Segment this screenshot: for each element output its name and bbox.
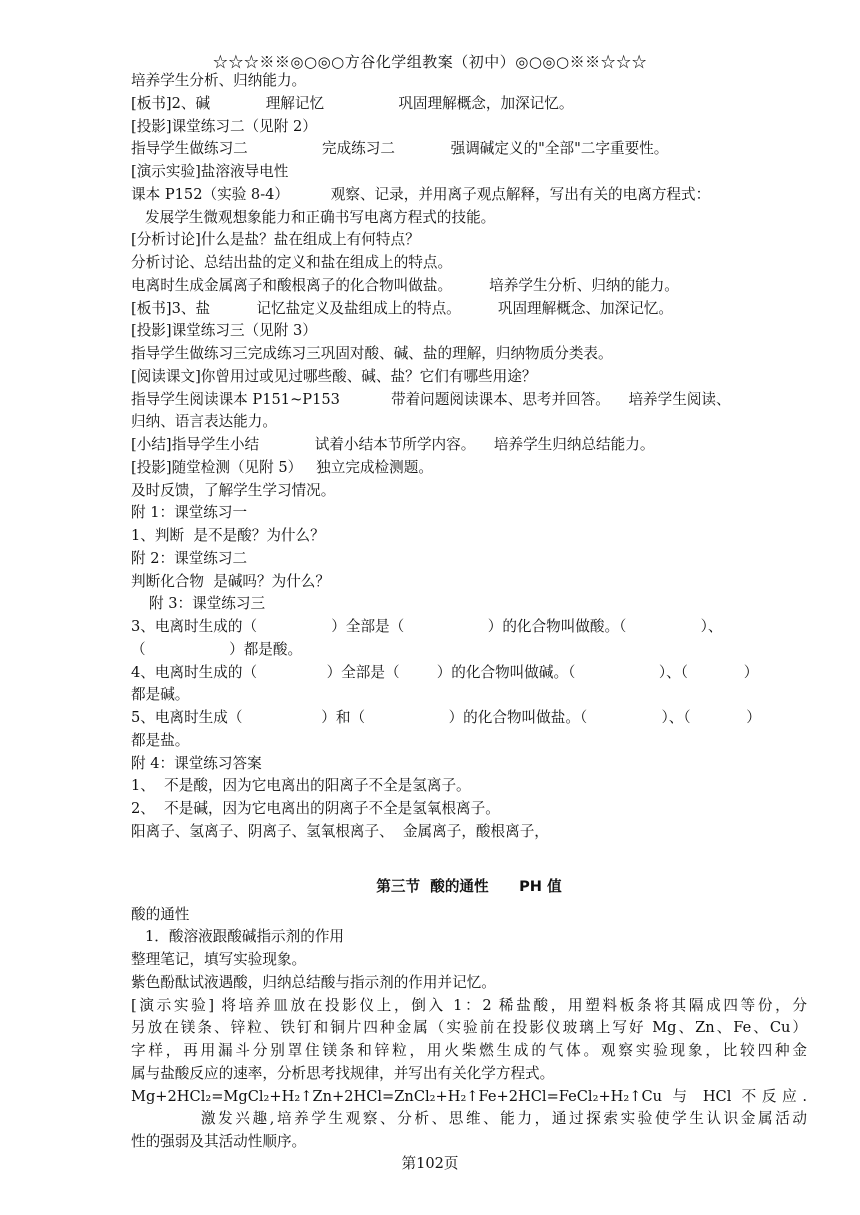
text-line: 5、电离时生成（ ）和（ ）的化合物叫做盐。（ ）、（ ） xyxy=(131,709,761,726)
page-header: ☆☆☆※※◎○◎○方谷化学组教案（初中）◎○◎○※※☆☆☆ xyxy=(212,53,648,71)
text-line: 附 2：课堂练习二 xyxy=(131,549,248,567)
text-line: 阳离子、氢离子、阴离子、氢氧根离子、 金属离子，酸根离子， xyxy=(131,822,549,840)
text-line: [阅读课文]你曾用过或见过哪些酸、碱、盐？它们有哪些用途？ xyxy=(131,367,537,385)
text-line: 2、 不是碱，因为它电离出的阴离子不全是氢氧根离子。 xyxy=(131,800,500,817)
text-line: 酸的通性 xyxy=(131,905,190,923)
text-line: 发展学生微观想象能力和正确书写电离方程式的技能。 xyxy=(145,208,496,226)
text-line: 1．酸溶液跟酸碱指示剂的作用 xyxy=(145,928,345,946)
text-line: 另放在镁条、锌粒、铁钉和铜片四种金属（实验前在投影仪玻璃上写好 Mg、Zn、Fe、Cu） xyxy=(131,1019,807,1037)
text-line: [板书]3、盐 记忆盐定义及盐组成上的特点。 巩固理解概念、加深记忆。 xyxy=(131,299,673,317)
text-line: 及时反馈，了解学生学习情况。 xyxy=(131,481,336,499)
text-line: （ ）都是酸。 xyxy=(131,640,303,658)
text-line: 整理笔记，填写实验现象。 xyxy=(131,951,307,968)
text-line: [投影]课堂练习三（见附 3） xyxy=(131,322,317,340)
text-line: Mg+2HCl₂=MgCl₂+H₂↑Zn+2HCl=ZnCl₂+H₂↑Fe+2HCl=FeCl₂+H₂↑Cu 与 HCl 不反应. xyxy=(131,1087,807,1105)
document-body xyxy=(131,70,807,1154)
text-line: 属与盐酸反应的速率，分析思考找规律，并写出有关化学方程式。 xyxy=(131,1064,555,1082)
text-line: [板书]2、碱 理解记忆 巩固理解概念，加深记忆。 xyxy=(131,94,574,112)
text-line: [小结]指导学生小结 试着小结本节所学内容。 培养学生归纳总结能力。 xyxy=(131,436,655,453)
text-line: 分析讨论、总结出盐的定义和盐在组成上的特点。 xyxy=(131,254,453,271)
text-line: 3、电离时生成的（ ）全部是（ ）的化合物叫做酸。（ ）、 xyxy=(131,618,723,635)
text-line xyxy=(131,844,807,858)
text-line: [投影]课堂练习二（见附 2） xyxy=(131,117,317,135)
text-line: 1、判断 是不是酸？为什么？ xyxy=(131,527,325,544)
text-line: 性的强弱及其活动性顺序。 xyxy=(131,1133,307,1150)
text-line: 4、电离时生成的（ ）全部是（ ）的化合物叫做碱。（ ）、（ ） xyxy=(131,663,759,681)
text-line: 指导学生做练习三完成练习三巩固对酸、碱、盐的理解，归纳物质分类表。 xyxy=(131,345,613,362)
text-line: [投影]随堂检测（见附 5） 独立完成检测题。 xyxy=(131,458,433,476)
page-footer: 第102页 xyxy=(401,1155,459,1172)
text-line: 培养学生分析、归纳能力。 xyxy=(131,72,307,89)
text-line: 紫色酚酞试液遇酸，归纳总结酸与指示剂的作用并记忆。 xyxy=(131,973,496,991)
text-line: 附 1：课堂练习一 xyxy=(131,504,248,522)
section-title: 第三节 酸的通性 PH 值 xyxy=(376,877,562,895)
text-line: 1、 不是酸，因为它电离出的阳离子不全是氢离子。 xyxy=(131,777,471,795)
text-line: 归纳、语言表达能力。 xyxy=(131,413,277,431)
text-line: 电离时生成金属离子和酸根离子的化合物叫做盐。 培养学生分析、归纳的能力。 xyxy=(131,276,679,294)
text-line: 指导学生阅读课本 P151~P153 带着问题阅读课本、思考并回答。 培养学生阅读、 xyxy=(131,390,731,408)
text-line: 课本 P152（实验 8-4） 观察、记录，并用离子观点解释，写出有关的电离方程式： xyxy=(131,185,711,203)
text-line: 判断化合物 是碱吗？为什么？ xyxy=(131,572,330,590)
text-line: [演示实验] 将培养皿放在投影仪上，倒入 1：2 稀盐酸，用塑料板条将其隔成四等份，分 xyxy=(131,996,807,1014)
text-line: 附 3：课堂练习三 xyxy=(149,595,266,613)
text-line: 指导学生做练习二 完成练习二 强调碱定义的"全部"二字重要性。 xyxy=(131,140,669,158)
text-line: 都是碱。 xyxy=(131,686,190,704)
text-line: [演示实验]盐溶液导电性 xyxy=(131,163,289,180)
text-line: 激发兴趣,培养学生观察、分析、思维、能力，通过探索实验使学生认识金属活动 xyxy=(201,1110,807,1128)
text-line: 都是盐。 xyxy=(131,731,190,749)
text-line: 附 4：课堂练习答案 xyxy=(131,754,262,772)
text-line: 字样，再用漏斗分别罩住镁条和锌粒，用火柴燃生成的气体。观察实验现象，比较四种金 xyxy=(131,1042,807,1059)
text-line: [分析讨论]什么是盐？盐在组成上有何特点？ xyxy=(131,231,420,249)
